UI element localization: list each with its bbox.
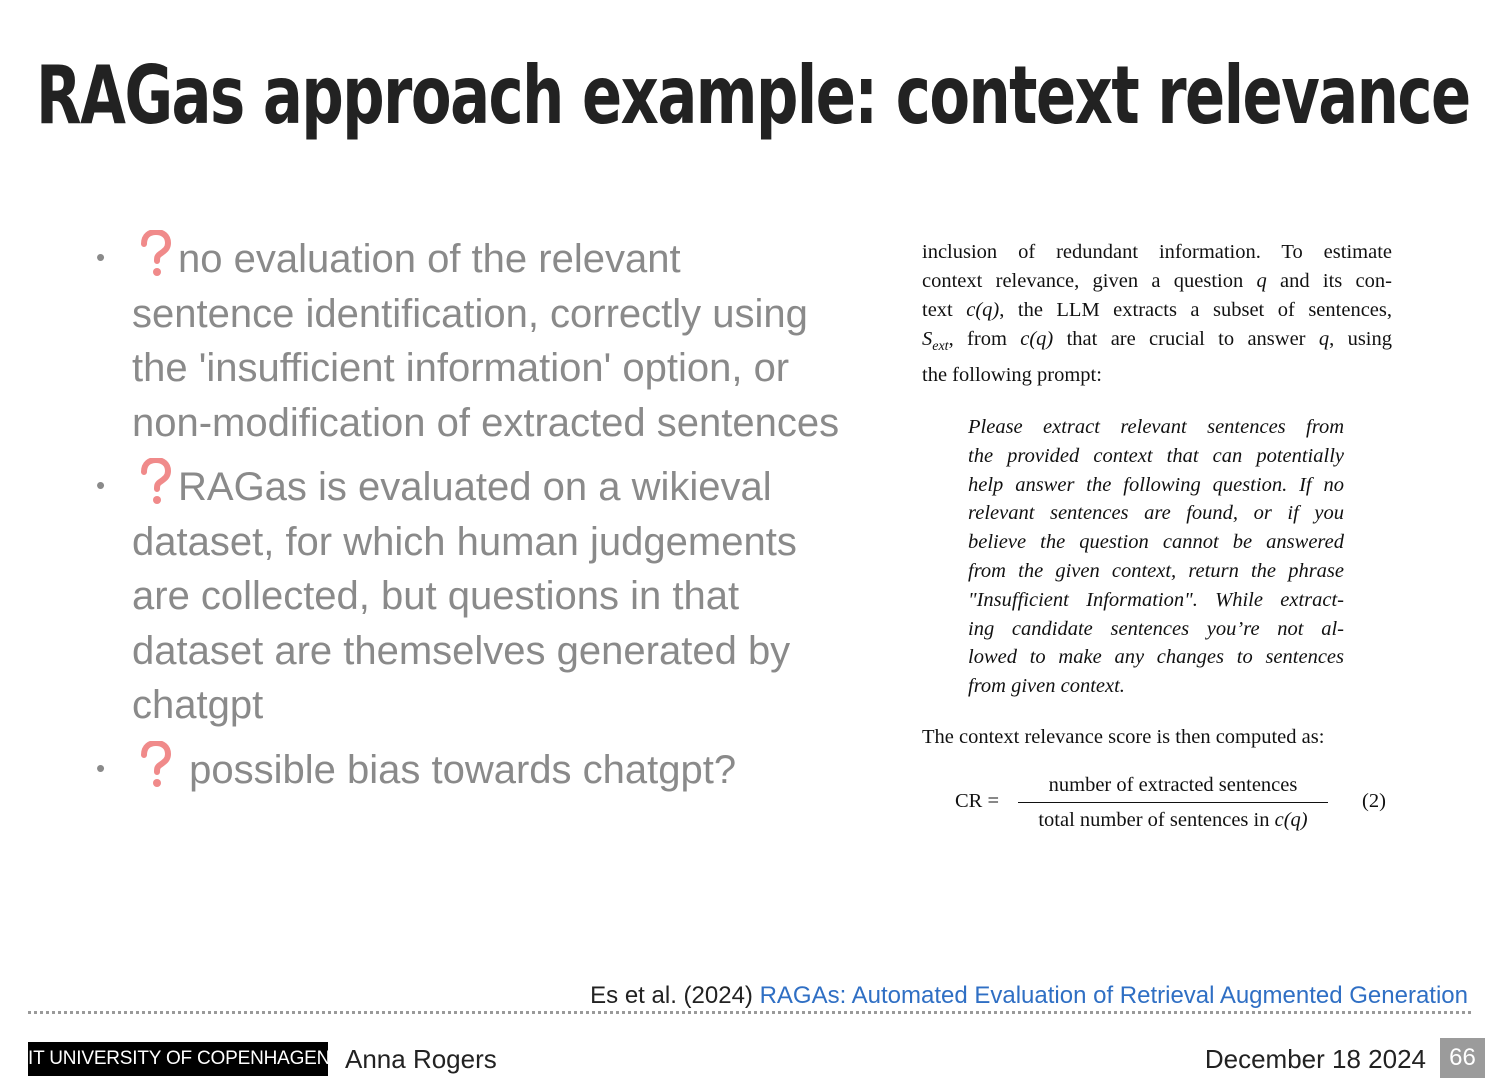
bullet-list <box>92 230 852 805</box>
equation-number: (2) <box>1362 790 1386 813</box>
prompt-line: help answer the following question. If no <box>968 473 1344 496</box>
prompt-line: lowed to make any changes to sentences <box>968 646 1344 669</box>
formula-numerator: number of extracted sentences <box>1048 774 1298 797</box>
formula-denominator: total number of sentences in c(q) <box>1038 809 1308 832</box>
bullet-marker: • <box>96 752 106 783</box>
excerpt-paragraph <box>922 238 1392 390</box>
prompt-line: believe the question cannot be answered <box>968 531 1344 554</box>
paper-excerpt <box>922 238 1392 840</box>
dotted-divider <box>28 1011 1471 1014</box>
bullet-marker: • <box>96 470 106 500</box>
citation-authors: Es et al. (2024) <box>590 982 760 1009</box>
prompt-line: ing candidate sentences you’re not al- <box>968 617 1344 640</box>
fraction-bar <box>1018 802 1328 803</box>
footer-author: Anna Rogers <box>345 1044 497 1074</box>
formula-lhs: CR = <box>955 790 1000 813</box>
slide-title: RAGas approach example: context relevance <box>36 49 1470 142</box>
excerpt-after-text: The context relevance score is then computed as: <box>922 726 1325 749</box>
prompt-quote <box>968 413 1344 701</box>
prompt-line: Please extract relevant sentences from <box>968 416 1344 439</box>
excerpt-line: the following prompt: <box>922 364 1102 387</box>
prompt-line: relevant sentences are found, or if you <box>968 502 1344 525</box>
prompt-line: "Insufficient Information". While extract- <box>968 588 1344 611</box>
bullet-text: possible bias towards chatgpt? <box>178 747 737 792</box>
red-question-mark-icon <box>132 741 178 789</box>
red-question-mark-icon <box>132 458 178 506</box>
itu-logo: IT UNIVERSITY OF COPENHAGEN <box>28 1042 328 1076</box>
bullet-item <box>92 458 852 733</box>
page-number-badge: 66 <box>1440 1038 1485 1078</box>
citation-link[interactable]: RAGAs: Automated Evaluation of Retrieval Augmented Generation <box>759 982 1468 1009</box>
formula-fraction <box>1018 770 1328 835</box>
prompt-line: from the given context, return the phrase <box>968 560 1344 583</box>
excerpt-line: inclusion of redundant information. To estimate <box>922 241 1392 263</box>
bullet-text: RAGas is evaluated on a wikieval dataset, for which human judgements are collected, but questions in that dataset are themselves generated by chatgpt <box>132 465 797 727</box>
prompt-line: from given context. <box>968 675 1125 698</box>
excerpt-line: $S_{ext}$, from c(q) that are crucial to answer q, using <box>922 328 1392 355</box>
excerpt-line: context relevance, given a question q and its con- <box>922 270 1392 292</box>
footer-date: December 18 2024 <box>1204 1044 1426 1074</box>
cr-formula <box>922 770 1392 840</box>
bullet-item <box>92 741 852 798</box>
citation <box>590 982 1468 1010</box>
red-question-mark-icon <box>132 230 178 278</box>
bullet-item <box>92 230 852 450</box>
bullet-text: no evaluation of the relevant sentence identification, correctly using the 'insufficient information' option, or non-modification of extracted sentences <box>132 237 840 445</box>
prompt-line: the provided context that can potentially <box>968 444 1344 467</box>
excerpt-line: text c(q), the LLM extracts a subset of sentences, <box>922 299 1392 321</box>
bullet-marker: • <box>96 242 106 272</box>
